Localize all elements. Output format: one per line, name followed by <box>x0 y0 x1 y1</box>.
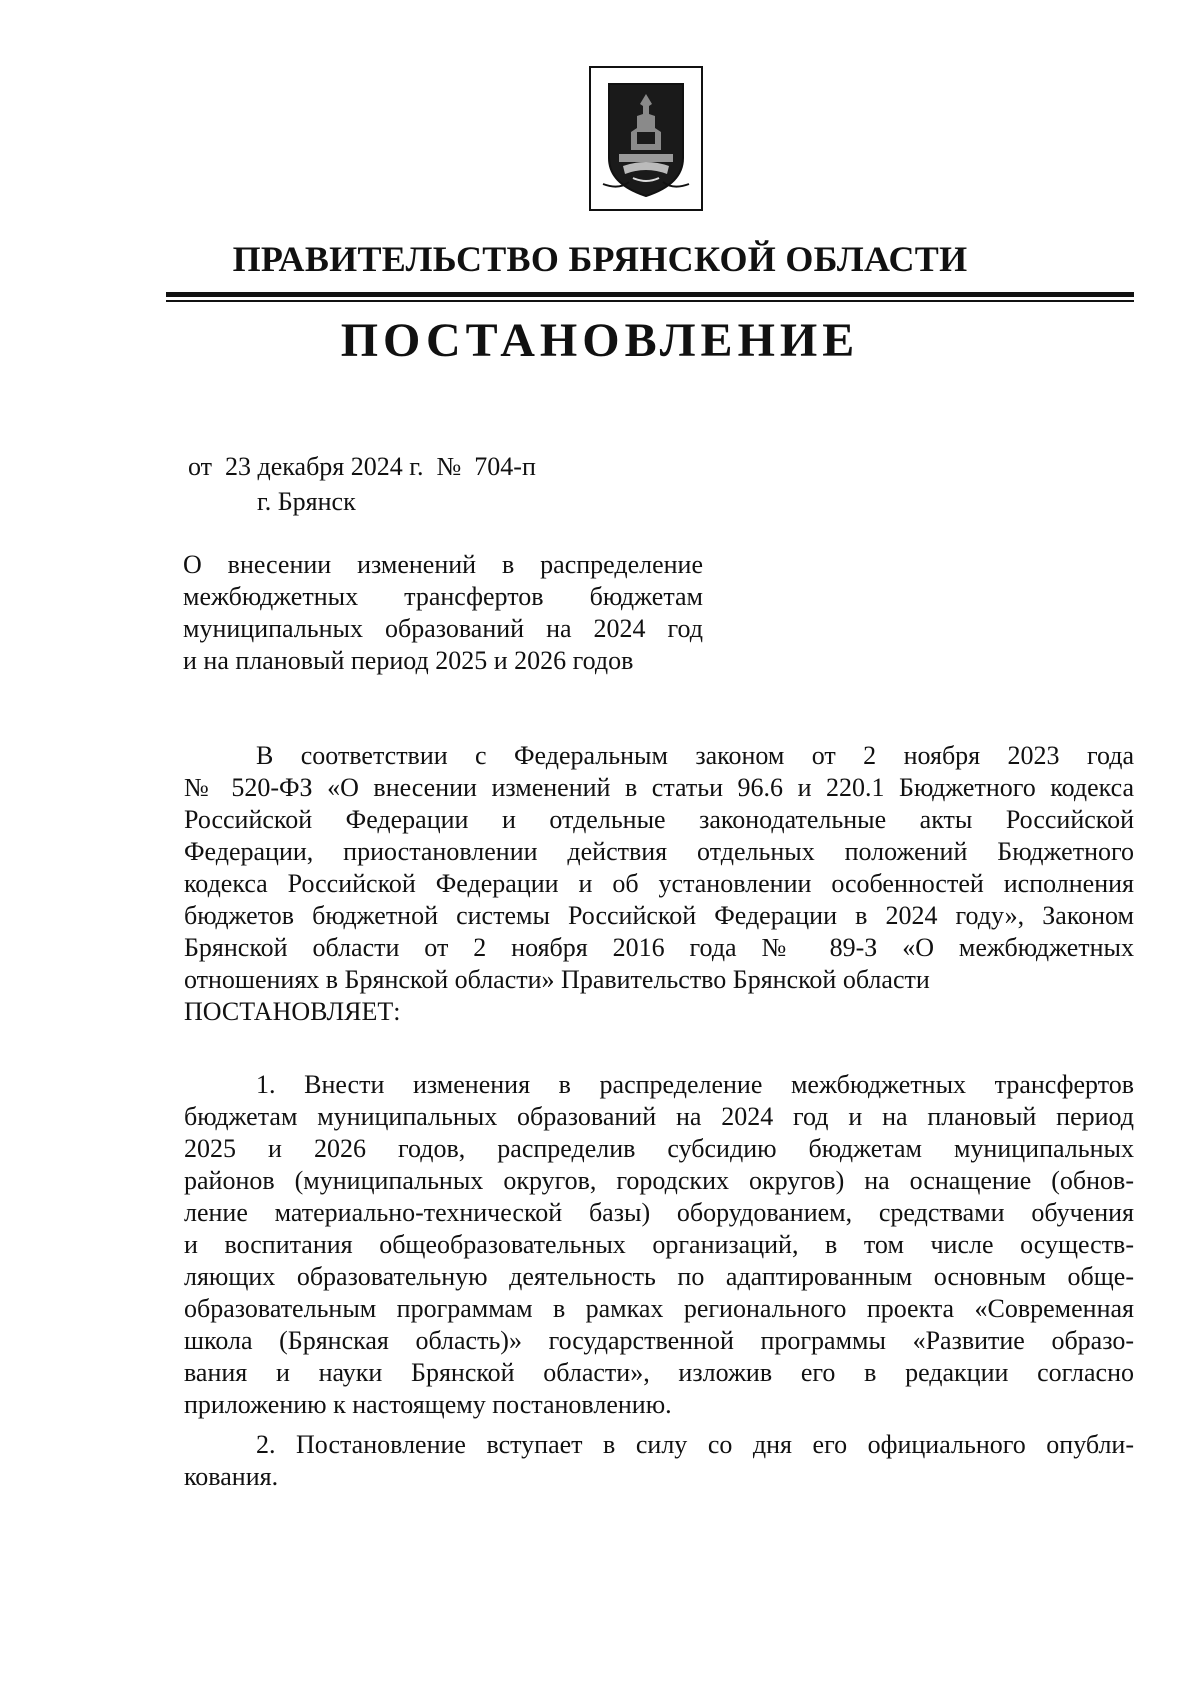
header-rule-thick <box>166 292 1134 297</box>
preamble-line: Брянской области от 2 ноября 2016 года № 89-З «О межбюджетных <box>184 933 1134 962</box>
preamble-line: кодекса Российской Федерации и об установлении особенностей исполнения <box>184 869 1134 898</box>
subject-line: и на плановый период 2025 и 2026 годов <box>183 646 634 675</box>
resolves-line: ПОСТАНОВЛЯЕТ: <box>184 997 401 1026</box>
item-1-line: вания и науки Брянской области», изложив его в редакции согласно <box>184 1358 1134 1387</box>
item-1-line: ление материально-технической базы) оборудованием, средствами обучения <box>184 1198 1134 1227</box>
item-1-line: 2025 и 2026 годов, распределив субсидию бюджетам муниципальных <box>184 1134 1134 1163</box>
document-subject <box>183 549 703 677</box>
item-1-line: и воспитания общеобразовательных организаций, в том числе осуществ- <box>184 1230 1134 1259</box>
item-1-paragraph <box>184 1069 1134 1421</box>
date-and-number: от 23 декабря 2024 г. № 704-п <box>188 452 536 481</box>
subject-line: межбюджетных трансфертов бюджетам <box>183 582 703 611</box>
document-type-title: ПОСТАНОВЛЕНИЕ <box>340 314 860 367</box>
preamble-line: В соответствии с Федеральным законом от 2 ноября 2023 года <box>256 741 1134 770</box>
city: г. Брянск <box>257 487 356 516</box>
item-1-line: 1. Внести изменения в распределение межбюджетных трансфертов <box>256 1070 1134 1099</box>
preamble-paragraph <box>184 740 1134 1028</box>
item-1-line: школа (Брянская область)» государственной программы «Развитие образо- <box>184 1326 1134 1355</box>
coat-of-arms-icon <box>589 66 703 211</box>
item-1-line: приложению к настоящему постановлению. <box>184 1390 672 1419</box>
subject-line: О внесении изменений в распределение <box>183 550 703 579</box>
government-title: ПРАВИТЕЛЬСТВО БРЯНСКОЙ ОБЛАСТИ <box>232 239 968 279</box>
subject-line: муниципальных образований на 2024 год <box>183 614 703 643</box>
item-1-line: образовательным программам в рамках регионального проекта «Современная <box>184 1294 1134 1323</box>
preamble-line: бюджетов бюджетной системы Российской Федерации в 2024 году», Законом <box>184 901 1134 930</box>
item-1-line: ляющих образовательную деятельность по адаптированным основным обще- <box>184 1262 1134 1291</box>
item-1-line: бюджетам муниципальных образований на 2024 год и на плановый период <box>184 1102 1134 1131</box>
preamble-line: Федерации, приостановлении действия отдельных положений Бюджетного <box>184 837 1134 866</box>
item-1-line: районов (муниципальных округов, городских округов) на оснащение (обнов- <box>184 1166 1134 1195</box>
preamble-line: № 520-ФЗ «О внесении изменений в статьи 96.6 и 220.1 Бюджетного кодекса <box>184 773 1134 802</box>
header-rule-thin <box>166 300 1134 302</box>
item-2-line: 2. Постановление вступает в силу со дня его официального опубли- <box>256 1430 1134 1459</box>
item-2-line: кования. <box>184 1462 279 1491</box>
preamble-line: Российской Федерации и отдельные законодательные акты Российской <box>184 805 1134 834</box>
item-2-paragraph <box>184 1429 1134 1493</box>
preamble-line: отношениях в Брянской области» Правительство Брянской области <box>184 965 930 994</box>
